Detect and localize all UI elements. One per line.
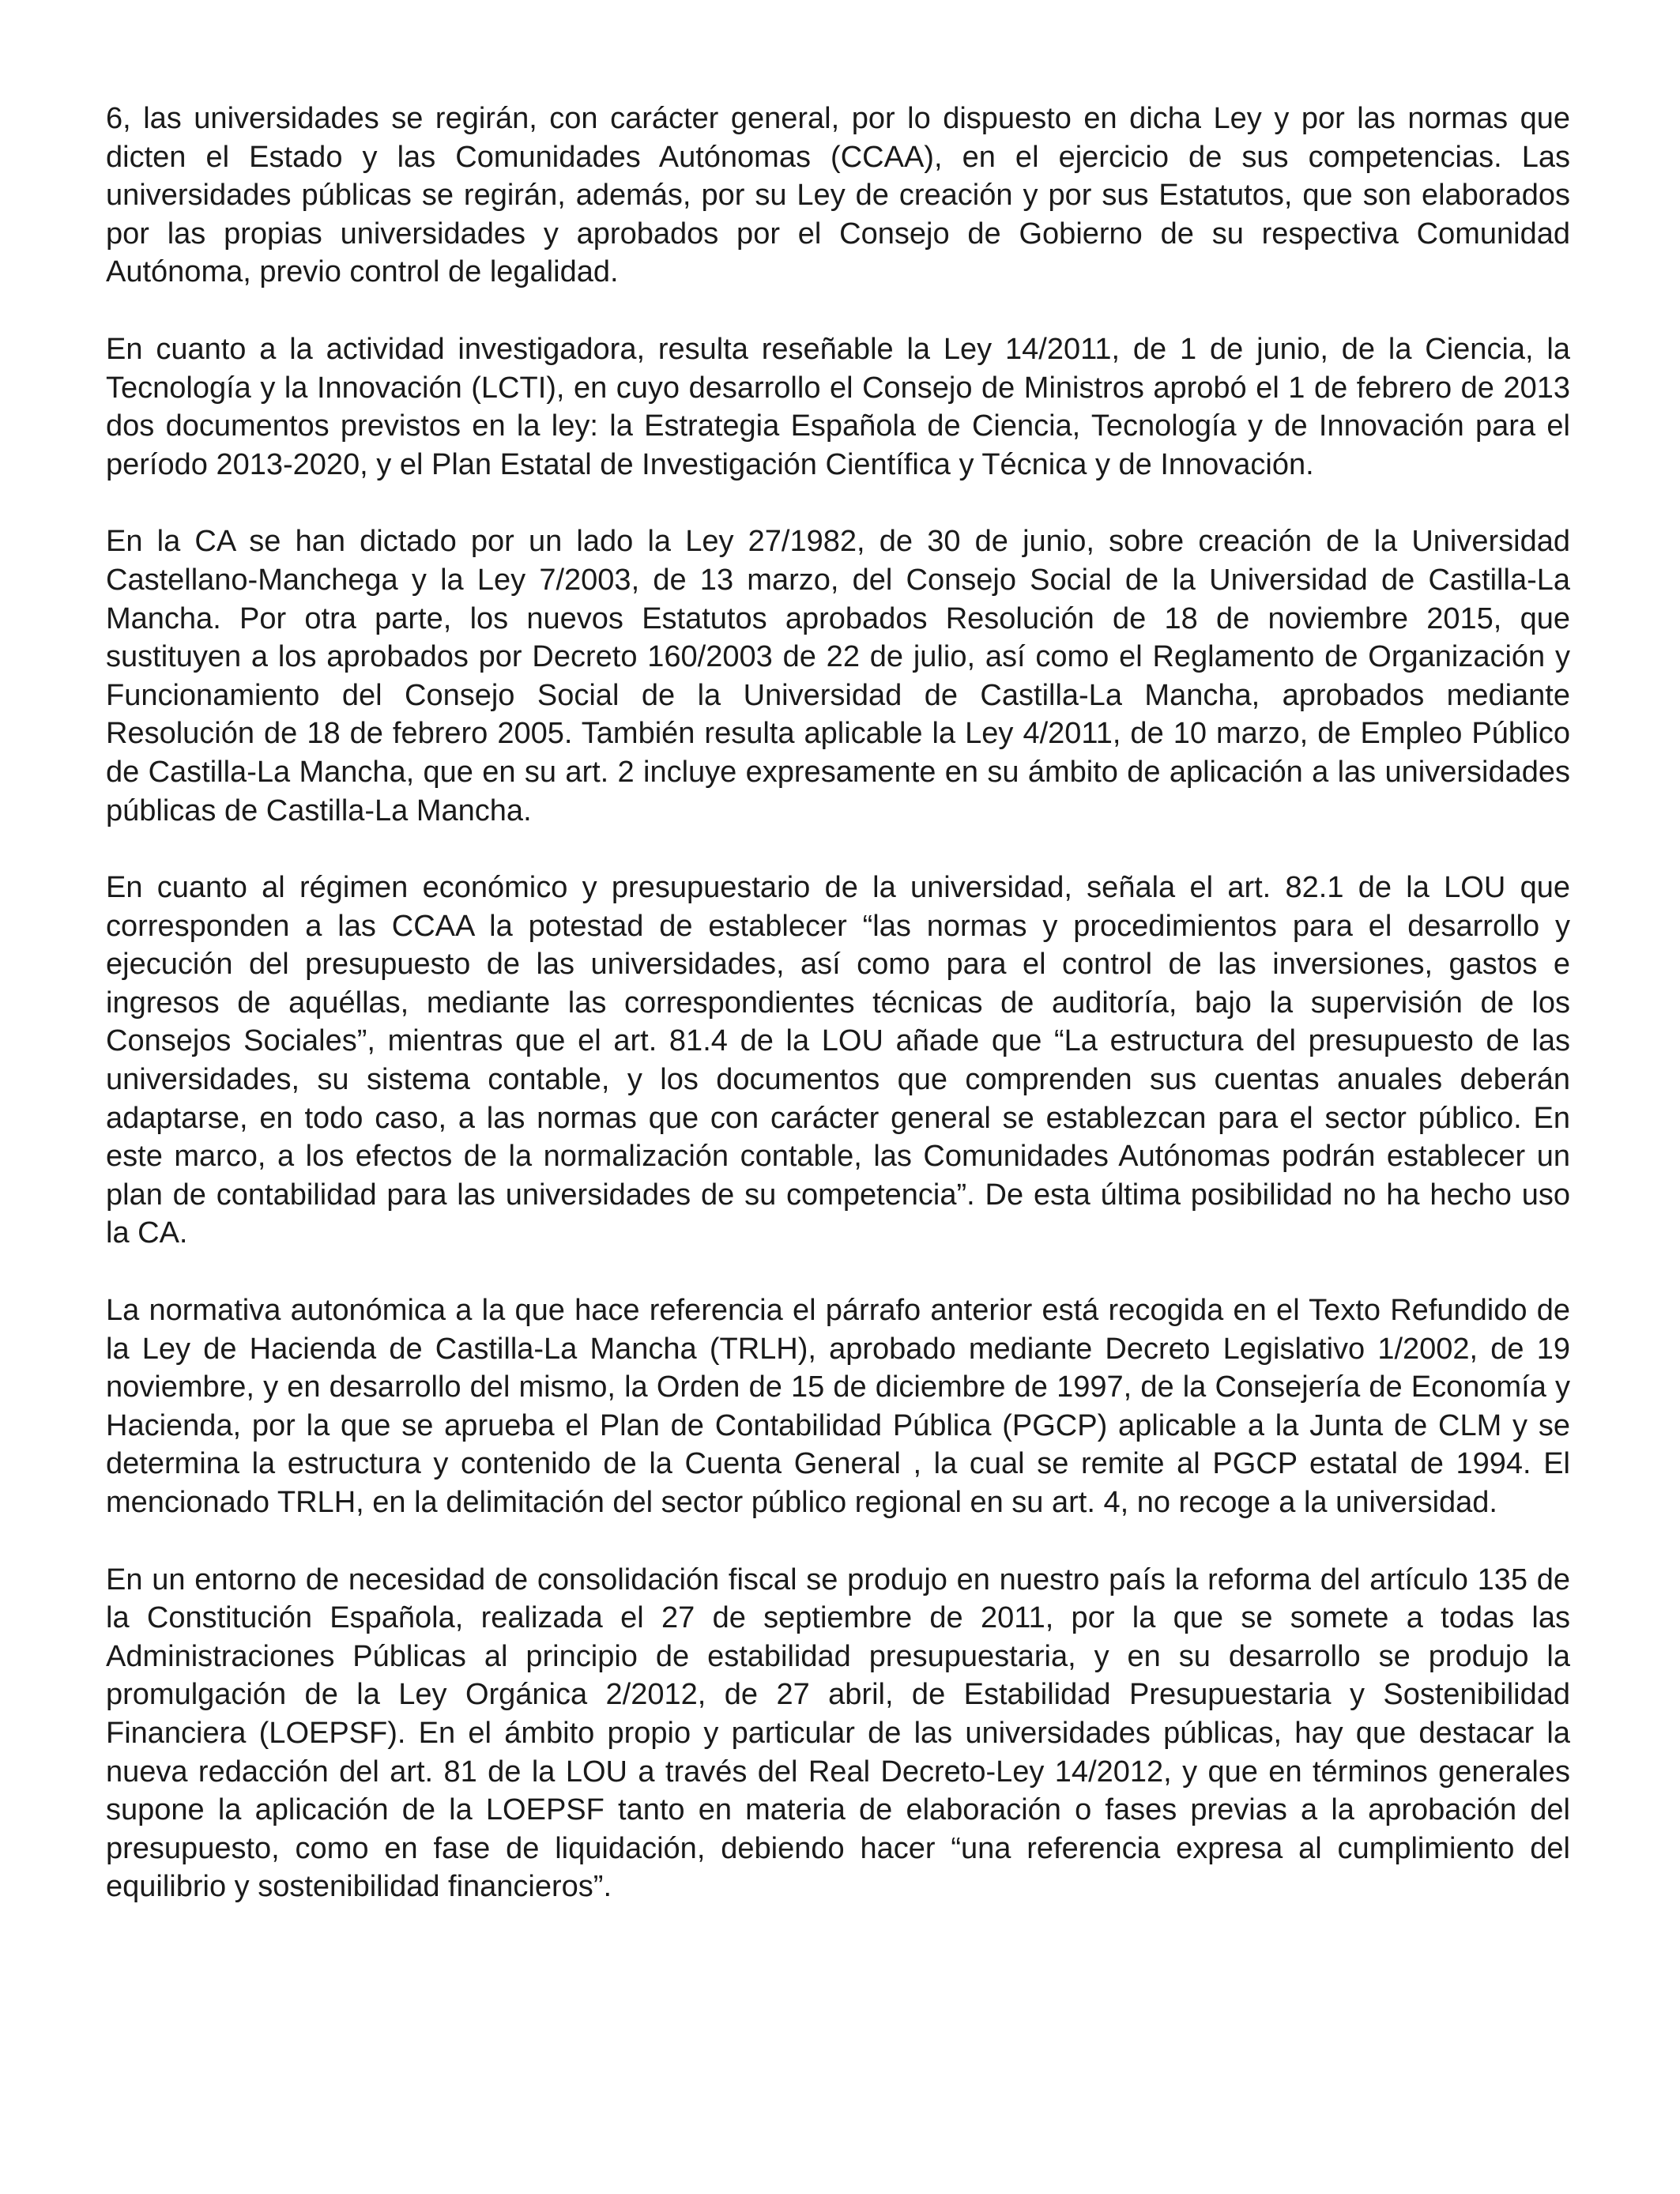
document-page [106,100,1570,1906]
paragraph-actividad-investigadora: En cuanto a la actividad investigadora, resulta reseñable la Ley 14/2011, de 1 de junio, de la Ciencia, la Tecnología y la Innovación (LCTI), en cuyo desarrollo el Consejo de Ministros aprobó el 1 de febrero de 2013 dos documentos previstos en la ley: la Estrategia Española de Ciencia, Tecnología y de Innovación para el período 2013-2020, y el Plan Estatal de Investigación Científica y Técnica y de Innovación. [106,332,1570,481]
paragraph-normativa-autonomica: La normativa autonómica a la que hace referencia el párrafo anterior está recogida en el Texto Refundido de la Ley de Hacienda de Castilla-La Mancha (TRLH), aprobado mediante Decreto Legislativo 1/2002, de 19 noviembre, y en desarrollo del mismo, la Orden de 15 de diciembre de 1997, de la Consejería de Economía y Hacienda, por la que se aprueba el Plan de Contabilidad Pública (PGCP) aplicable a la Junta de CLM y se determina la estructura y contenido de la Cuenta General , la cual se remite al PGCP estatal de 1994. El mencionado TRLH, en la delimitación del sector público regional en su art. 4, no recoge a la universidad. [106,1294,1570,1519]
paragraph-normativa-ca: En la CA se han dictado por un lado la Ley 27/1982, de 30 de junio, sobre creación de la Universidad Castellano-Manchega y la Ley 7/2003, de 13 marzo, del Consejo Social de la Universidad de Castilla-La Mancha. Por otra parte, los nuevos Estatutos aprobados Resolución de 18 de noviembre 2015, que sustituyen a los aprobados por Decreto 160/2003 de 22 de julio, así como el Reglamento de Organización y Funcionamiento del Consejo Social de la Universidad de Castilla-La Mancha, aprobados mediante Resolución de 18 de febrero 2005. También resulta aplicable la Ley 4/2011, de 10 marzo, de Empleo Público de Castilla-La Mancha, que en su art. 2 incluye expresamente en su ámbito de aplicación a las universidades públicas de Castilla-La Mancha. [106,525,1570,827]
paragraph-regimen-economico: En cuanto al régimen económico y presupuestario de la universidad, señala el art. 82.1 de la LOU que corresponden a las CCAA la potestad de establecer “las normas y procedimientos para el desarrollo y ejecución del presupuesto de las universidades, así como para el control de las inversiones, gastos e ingresos de aquéllas, mediante las correspondientes técnicas de auditoría, bajo la supervisión de los Consejos Sociales”, mientras que el art. 81.4 de la LOU añade que “La estructura del presupuesto de las universidades, su sistema contable, y los documentos que comprenden sus cuentas anuales deberán adaptarse, en todo caso, a las normas que con carácter general se establezcan para el sector público. En este marco, a los efectos de la normalización contable, las Comunidades Autónomas podrán establecer un plan de contabilidad para las universidades de su competencia”. De esta última posibilidad no ha hecho uso la CA. [106,871,1570,1250]
paragraph-consolidacion-fiscal: En un entorno de necesidad de consolidación fiscal se produjo en nuestro país la reforma del artículo 135 de la Constitución Española, realizada el 27 de septiembre de 2011, por la que se somete a todas las Administraciones Públicas al principio de estabilidad presupuestaria, y en su desarrollo se produjo la promulgación de la Ley Orgánica 2/2012, de 27 abril, de Estabilidad Presupuestaria y Sostenibilidad Financiera (LOEPSF). En el ámbito propio y particular de las universidades públicas, hay que destacar la nueva redacción del art. 81 de la LOU a través del Real Decreto-Ley 14/2012, y que en términos generales supone la aplicación de la LOEPSF tanto en materia de elaboración o fases previas a la aprobación del presupuesto, como en fase de liquidación, debiendo hacer “una referencia expresa al cumplimiento del equilibrio y sostenibilidad financieros”. [106,1563,1570,1904]
paragraph-universidades-regimen: 6, las universidades se regirán, con carácter general, por lo dispuesto en dicha Ley y por las normas que dicten el Estado y las Comunidades Autónomas (CCAA), en el ejercicio de sus competencias. Las universidades públicas se regirán, además, por su Ley de creación y por sus Estatutos, que son elaborados por las propias universidades y aprobados por el Consejo de Gobierno de su respectiva Comunidad Autónoma, previo control de legalidad. [106,102,1570,289]
